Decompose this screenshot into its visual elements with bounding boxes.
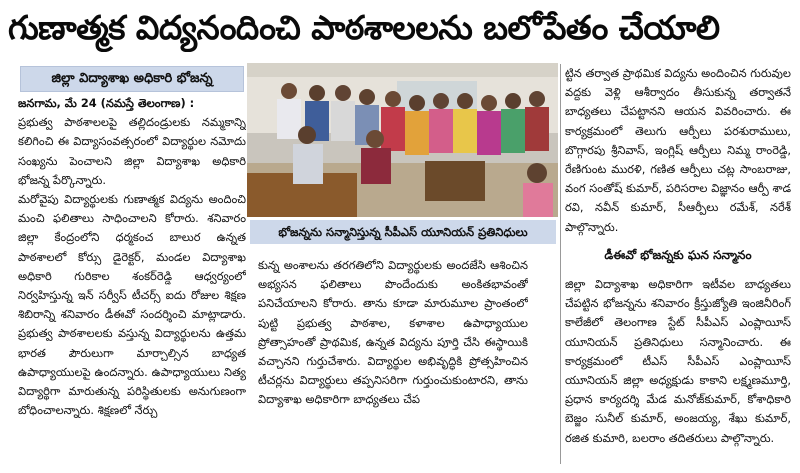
right-column-top	[565, 64, 791, 262]
dateline: జనగామ, మే 24 (నమస్తే తెలంగాణ) :	[18, 96, 195, 110]
column-divider	[560, 64, 561, 464]
left-column	[18, 94, 246, 466]
news-photo	[247, 63, 558, 217]
right-paragraph-2: జిల్లా విద్యాశాఖ అధికారిగా ఇటీవల బాధ్యతలు చేపట్టిన భోజన్నను శనివారం క్రీస్తుజ్యోతి ఇంజినీరింగ్ కాలేజీలో తెలంగాణ స్టేట్ సీపీఎస్ ఎంప్లాయీస్ యూనియన్ ప్రతినిధులు సన్మానించారు. ఈ కార్యక్రమంలో టీఎస్ సీపీఎస్ ఎంప్లాయీస్ యూనియన్ జిల్లా అధ్యక్షుడు కాకాని లక్ష్మణమూర్తి, ప్రధాన కార్యదర్శి మేడ మనోజ్‌కుమార్, కోశాధికారి బెజ్జం సునీల్ కుమార్, అంజయ్య, శేఖు కుమార్, రజిత కుమారి, బలరాం తదితరులు పాల్గొన్నారు.	[565, 277, 791, 445]
subhead: జిల్లా విద్యాశాఖ అధికారి భోజన్న	[20, 66, 244, 92]
right-column-bottom	[565, 275, 791, 466]
left-paragraph-1: ప్రభుత్వ పాఠశాలలపై తల్లిదండ్రులకు నమ్మకాన్ని కలిగించి ఈ విద్యాసంవత్సరంలో విద్యార్థుల నమోదు సంఖ్యను పెంచాలని జిల్లా విద్యాశాఖ అధికారి భోజన్న పేర్కొన్నారు.	[18, 115, 246, 187]
middle-paragraph: కున్న అంశాలను తరగతిలోని విద్యార్థులకు అందజేసి ఆశించిన అభ్యసన ఫలితాలు పొందేందుకు అంకితభావంతో పనిచేయాలని కోరారు. తాను కూడా మారుమూల ప్రాంతంలో పుట్టి ప్రభుత్వ పాఠశాల, కళాశాల ఉపాధ్యాయుల ప్రోత్సాహంతో ప్రాథమిక, ఉన్నత విద్యను పూర్తి చేసి ఈస్థాయికి వచ్చానని గుర్తుచేశారు. విద్యార్థుల అభివృద్ధికి ప్రోత్సహించిన టీచర్లను విద్యార్థులు తప్పనిసరిగా గుర్తుంచుకుంటారని, తాను విద్యాశాఖ అధికారిగా బాధ్యతలు చేప	[258, 258, 528, 407]
right-paragraph-1: ట్టిన తర్వాత ప్రాథమిక విద్యను అందించిన గురువుల వద్దకు వెళ్లి ఆశీర్వాదం తీసుకున్న తర్వాతనే బాధ్యతలు చేపట్టానని ఆయన వివరించారు. ఈ కార్యక్రమంలో తెలుగు ఆర్పీలు పరశురాములు, బొగ్గారపు శ్రీనివాస్, ఇంగ్లిష్ ఆర్పీలు నిమ్మ రాంరెడ్డి, రేణిగుంట మురళి, గణిత ఆర్పీలు చట్ల సాంబరాజు, వంగ సంతోష్ కుమార్, పరిసరాల విజ్ఞానం ఆర్పీ శాడ రవి, నవీన్ కుమార్, సీఆర్పీలు రమేశ్, నరేశ్ పాల్గొన్నారు.	[565, 66, 791, 234]
headline: గుణాత్మక విద్యనందించి పాఠశాలలను బలోపేతం చేయాలి	[8, 8, 720, 47]
photo-group-image	[247, 63, 558, 217]
photo-caption: భోజన్నను సన్మానిస్తున్న సీపీఎస్ యూనియన్ ప్రతినిధులు	[250, 220, 556, 244]
middle-column	[258, 256, 528, 466]
left-paragraph-2: మరోవైపు విద్యార్థులకు గుణాత్మక విద్యను అందించి మంచి ఫలితాలు సాధించాలని కోరారు. శనివారం జిల్లా కేంద్రంలోని ధర్మకంచ బాలుర ఉన్నత పాఠశాలలో కోర్సు డైరెక్టర్, మండల విద్యాశాఖ అధికారి గురికాల శంకర్‌రెడ్డి ఆధ్వర్యంలో నిర్వహిస్తున్న ఇన్ సర్వీస్ టీచర్స్ ఐదు రోజుల శిక్షణ శిబిరాన్ని శనివారం డీఈవో సందర్శించి మాట్లాడారు. ప్రభుత్వ పాఠశాలలకు వస్తున్న విద్యార్థులను ఉత్తమ భారత పౌరులుగా మార్చాల్సిన బాధ్యత ఉపాధ్యాయులపై ఉందన్నారు. ఉపాధ్యాయులు నిత్య విద్యార్థిగా మారుతున్న పరిస్థితులకు అనుగుణంగా బోధించాలన్నారు. శిక్షణలో నేర్చు	[18, 192, 246, 418]
right-subhead: డీఈవో భోజన్నకు ఘన సన్మానం	[604, 248, 752, 262]
